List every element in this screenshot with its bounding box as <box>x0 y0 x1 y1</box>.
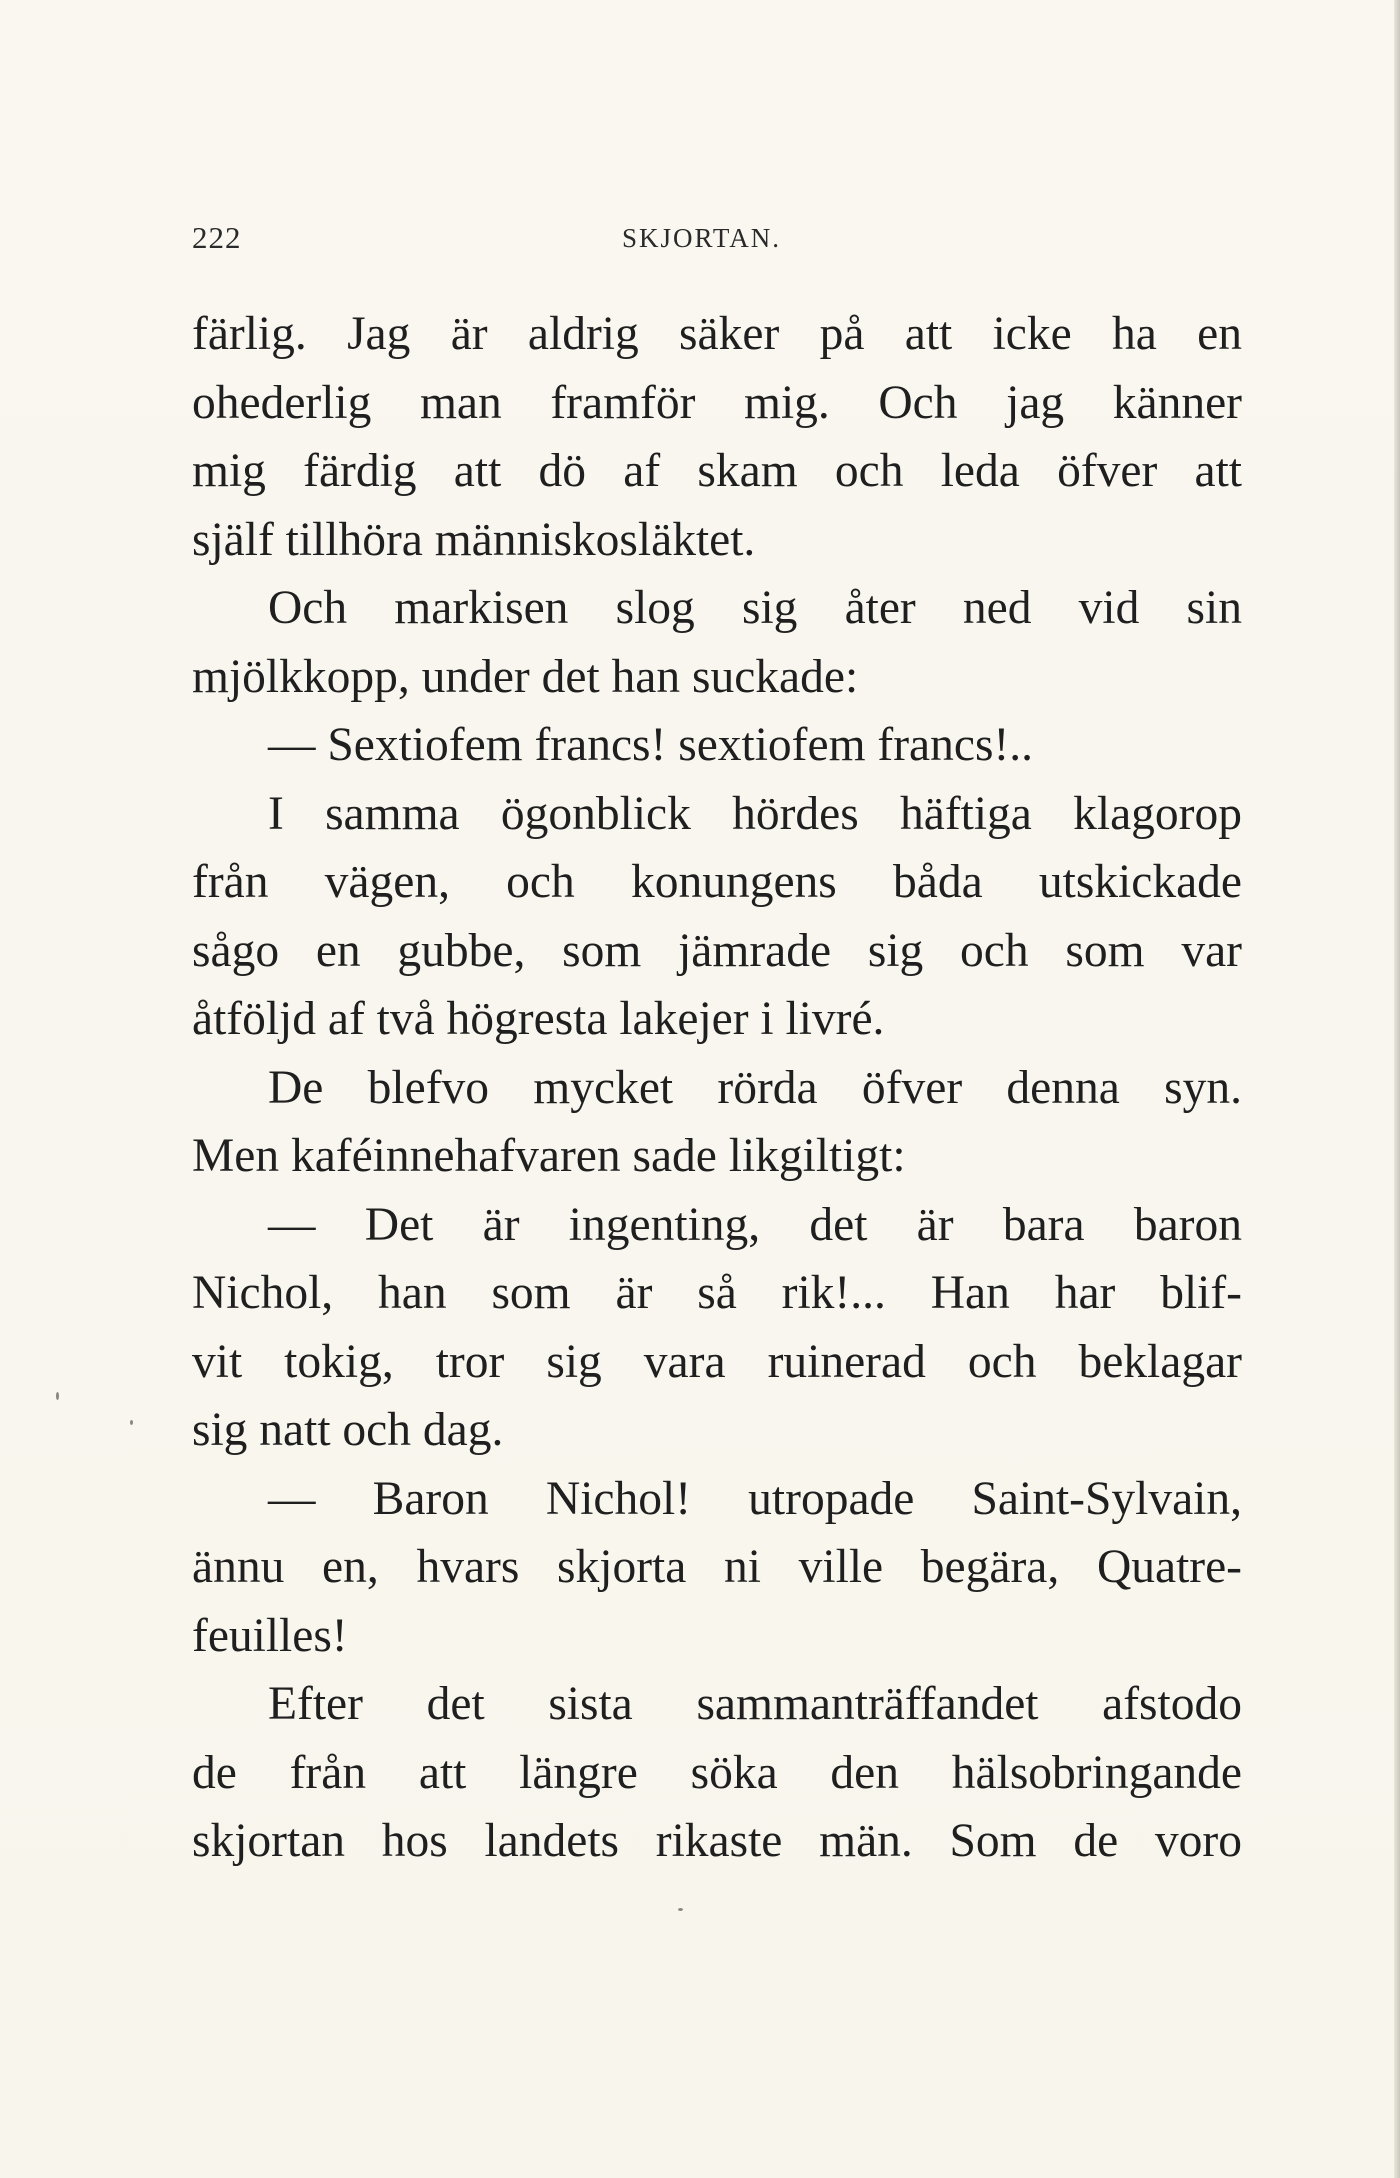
text-line: åtföljd af två högresta lakejer i livré. <box>192 993 885 1045</box>
body-text <box>192 300 1242 1876</box>
text-line: I samma ögonblick hördes häftiga klagorop <box>268 787 1242 840</box>
text-line: Men kaféinnehafvaren sade likgiltigt: <box>192 1130 906 1182</box>
paper-speck <box>130 1420 133 1425</box>
text-line: ännu en, hvars skjorta ni ville begära, Quatre- <box>192 1541 1242 1593</box>
text-line: Och markisen slog sig åter ned vid sin <box>268 582 1242 634</box>
paper-speck <box>678 1908 683 1911</box>
text-line: de från att längre söka den hälsobringande <box>192 1746 1242 1799</box>
text-line: Nichol, han som är så rik!... Han har blif- <box>192 1267 1242 1319</box>
page-edge-shadow <box>1394 0 1400 2178</box>
text-line: ohederlig man framför mig. Och jag känner <box>192 376 1242 429</box>
text-line: — Baron Nichol! utropade Saint-Sylvain, <box>268 1472 1242 1525</box>
text-line: skjortan hos landets rikaste män. Som de voro <box>192 1815 1242 1867</box>
text-line: mjölkkopp, under det han suckade: <box>192 650 859 703</box>
text-line: De blefvo mycket rörda öfver denna syn. <box>268 1061 1242 1114</box>
text-line: från vägen, och konungens båda utskickade <box>192 856 1242 908</box>
text-line: mig färdig att dö af skam och leda öfver att <box>192 445 1242 497</box>
text-line: — Det är ingenting, det är bara baron <box>268 1198 1242 1251</box>
page-number: 222 <box>192 220 242 255</box>
text-line: färlig. Jag är aldrig säker på att icke ha en <box>192 308 1242 360</box>
page-header <box>192 220 1242 260</box>
running-head: SKJORTAN. <box>622 223 781 253</box>
text-line: själf tillhöra människosläktet. <box>192 513 756 566</box>
text-line: — Sextiofem francs! sextiofem francs!.. <box>268 719 1034 771</box>
paper-speck <box>56 1392 59 1400</box>
text-line: vit tokig, tror sig vara ruinerad och beklagar <box>192 1335 1242 1388</box>
text-line: Efter det sista sammanträffandet afstodo <box>268 1678 1242 1730</box>
text-line: sig natt och dag. <box>192 1404 504 1456</box>
text-line: sågo en gubbe, som jämrade sig och som var <box>192 924 1242 977</box>
text-line: feuilles! <box>192 1609 348 1662</box>
